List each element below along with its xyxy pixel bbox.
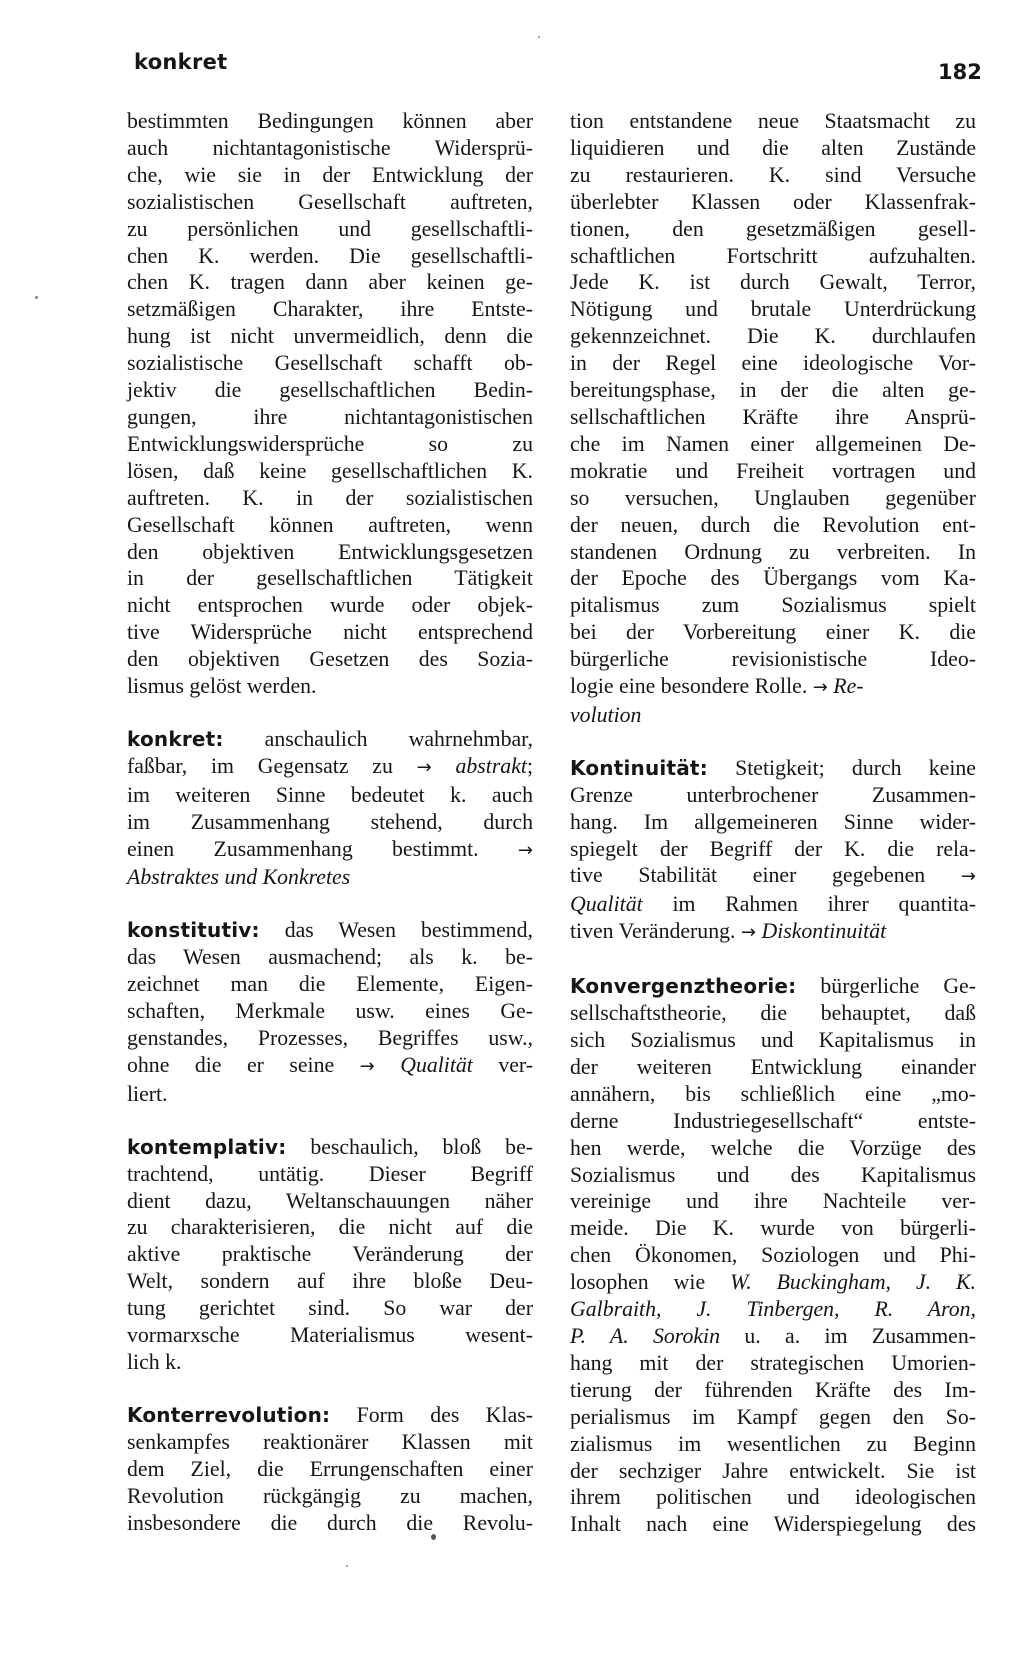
entry-text: Form des Klas-	[330, 1402, 533, 1427]
entry-text: anschaulich wahrnehmbar,	[223, 726, 533, 751]
entry-text: das Wesen bestimmend,	[259, 918, 533, 943]
entry-term: Kontinuität:	[570, 755, 708, 780]
entry-term: Konvergenztheorie:	[570, 974, 797, 999]
body-text-line: überlebter Klassen oder Klassenfrak-	[570, 189, 976, 214]
entry-text: beschaulich, bloß be-	[286, 1134, 533, 1159]
entry-text: im weiteren Sinne bedeutet k. auch	[127, 782, 533, 807]
left-continuation-paragraph	[127, 108, 533, 700]
entry-text: hen werde, welche die Vorzüge des	[570, 1135, 976, 1160]
cross-reference-arrow-icon: →	[359, 1055, 375, 1077]
cross-reference-arrow-icon: →	[517, 839, 534, 861]
entry-text: meide. Die K. wurde von bürgerli-	[570, 1216, 976, 1241]
entry-text: sich Sozialismus und Kapitalismus in	[570, 1028, 976, 1052]
body-text-line: so versuchen, Unglauben gegenüber	[570, 485, 976, 510]
entry-text: logie eine besondere Rolle.	[570, 674, 813, 699]
scan-speck	[431, 1534, 436, 1540]
entry-text: tiven Veränderung.	[570, 919, 741, 944]
entry-text: zeichnet man die Elemente, Eigen-	[127, 972, 533, 997]
entry-text: tung gerichtet sind. So war der	[127, 1296, 533, 1321]
cross-reference-link[interactable]: volution	[570, 702, 642, 727]
cross-reference-link[interactable]: Abstraktes und Konkretes	[127, 865, 351, 890]
body-text-line: jektiv die gesellschaftlichen Bedin-	[127, 378, 533, 403]
entry-text: hang mit der strategischen Umorien-	[570, 1350, 976, 1375]
body-text-line: der Epoche des Übergangs vom Ka-	[570, 566, 976, 591]
entry-text: ver-	[472, 1052, 534, 1077]
body-text-line: zu persönlichen und gesellschaftli-	[127, 216, 533, 241]
body-text-line: den objektiven Gesetzen des Sozia-	[127, 647, 533, 672]
left-column	[127, 108, 533, 1562]
body-text-line: tion entstandene neue Staatsmacht zu	[570, 109, 976, 133]
body-text-line: zu restaurieren. K. sind Versuche	[570, 162, 976, 187]
running-head: konkret	[134, 50, 228, 74]
right-column	[570, 108, 976, 1564]
body-text-line: gekennzeichnet. Die K. durchlaufen	[570, 324, 976, 349]
entry-text: derne Industriegesellschaft“ entste-	[570, 1108, 976, 1133]
cross-reference-link[interactable]: Qualität	[400, 1052, 473, 1077]
body-text-line: che, wie sie in der Entwicklung der	[127, 162, 533, 187]
entry-konkret	[127, 726, 533, 891]
entry-kontinuitaet	[570, 755, 976, 947]
entry-text: Welt, sondern auf ihre bloße Deu-	[127, 1269, 533, 1294]
body-text-line: che im Namen einer allgemeinen De-	[570, 431, 976, 456]
entry-konterrevolution	[127, 1402, 533, 1537]
body-text-line: Entwicklungswidersprüche so zu	[127, 431, 533, 456]
body-text-line: tionen, den gesetzmäßigen gesell-	[570, 216, 976, 241]
entry-text: lich k.	[127, 1349, 182, 1374]
entry-text: chen Ökonomen, Soziologen und Phi-	[570, 1243, 976, 1268]
entry-text: Grenze unterbrochener Zusammen-	[570, 782, 976, 807]
body-text-line: Gesellschaft können auftreten, wenn	[127, 512, 533, 537]
entry-text: einen Zusammenhang bestimmt.	[127, 836, 479, 861]
entry-text: Inhalt nach eine Widerspiegelung des	[570, 1512, 976, 1537]
entry-term: konstitutiv:	[127, 918, 260, 943]
entry-text: im Rahmen ihrer quantita-	[642, 892, 976, 917]
entry-text: vormarxsche Materialismus wesent-	[127, 1323, 533, 1348]
body-text-line: in der gesellschaftlichen Tätigkeit	[127, 566, 533, 591]
entry-text: tierung der führenden Kräfte des Im-	[570, 1377, 976, 1402]
entry-text: spiegelt der Begriff der K. die rela-	[570, 836, 976, 861]
entry-text: hang. Im allgemeineren Sinne wider-	[570, 809, 976, 834]
entry-text: zialismus im wesentlichen zu Beginn	[570, 1431, 976, 1456]
cross-reference-link[interactable]: Qualität	[570, 892, 643, 917]
entry-text: der sechziger Jahre entwickelt. Sie ist	[570, 1458, 976, 1483]
cross-reference-link[interactable]: abstrakt	[455, 753, 527, 778]
scan-speck	[538, 36, 540, 38]
entry-konvergenztheorie	[570, 973, 976, 1538]
entry-text: dem Ziel, die Errungenschaften einer	[127, 1456, 533, 1481]
body-text-line: Jede K. ist durch Gewalt, Terror,	[570, 270, 976, 295]
entry-text: annähern, bis schließlich eine „mo-	[570, 1081, 976, 1106]
cross-reference-link[interactable]: Re-	[833, 674, 864, 699]
entry-text: senkampfes reaktionärer Klassen mit	[127, 1429, 533, 1454]
entry-text: ihrem politischen und ideologischen	[570, 1485, 976, 1510]
cross-reference-arrow-icon: →	[960, 866, 976, 888]
entry-term: konkret:	[127, 726, 224, 751]
entry-text: schaften, Merkmale usw. eines Ge-	[127, 999, 533, 1024]
entry-text: u. a. im Zusammen-	[720, 1323, 976, 1348]
person-names: Galbraith, J. Tinbergen, R. Aron,	[570, 1297, 976, 1322]
body-text-line: in der Regel eine ideologische Vor-	[570, 351, 976, 376]
entry-kontemplativ	[127, 1134, 533, 1376]
scan-speck	[346, 1565, 348, 1567]
body-text-line: sozialistischen Gesellschaft auftreten,	[127, 189, 533, 214]
entry-text: dient dazu, Weltanschauungen näher	[127, 1188, 533, 1213]
entry-text: ohne die er seine	[127, 1052, 360, 1077]
body-text-line: auftreten. K. in der sozialistischen	[127, 485, 533, 510]
entry-text: bürgerliche Ge-	[796, 974, 976, 999]
page-number: 182	[938, 60, 982, 84]
body-text-line: nicht entsprochen wurde oder objek-	[127, 593, 533, 618]
body-text-line: bereitungsphase, in der die alten ge-	[570, 378, 976, 403]
entry-text: der weiteren Entwicklung einander	[570, 1054, 976, 1079]
body-text-line: tive Widersprüche nicht entsprechend	[127, 620, 533, 645]
body-text-line: chen K. werden. Die gesellschaftli-	[127, 243, 533, 268]
person-names: P. A. Sorokin	[570, 1323, 721, 1348]
entry-text: sellschaftstheorie, die behauptet, daß	[570, 1001, 976, 1026]
entry-term: kontemplativ:	[127, 1134, 287, 1159]
entry-text: Stetigkeit; durch keine	[707, 755, 976, 780]
body-text-line: lösen, daß keine gesellschaftlichen K.	[127, 458, 533, 483]
body-text-line: standenen Ordnung zu verbreiten. In	[570, 539, 976, 564]
body-text-line: liquidieren und die alten Zustände	[570, 135, 976, 160]
entry-text: das Wesen ausmachend; als k. be-	[127, 945, 533, 970]
body-text-line: sellschaftlichen Kräfte ihre Ansprü-	[570, 404, 976, 429]
body-text-line: den objektiven Entwicklungsgesetzen	[127, 539, 533, 564]
entry-text: faßbar, im Gegensatz zu	[127, 753, 417, 778]
entry-text: trachtend, untätig. Dieser Begriff	[127, 1161, 533, 1186]
entry-text: ;	[526, 753, 533, 778]
body-text-line: bürgerliche revisionistische Ideo-	[570, 647, 976, 672]
body-text-line: lismus gelöst werden.	[127, 674, 317, 699]
cross-reference-link[interactable]: Diskontinuität	[761, 919, 887, 944]
entry-konstitutiv	[127, 917, 533, 1107]
body-text-line: chen K. tragen dann aber keinen ge-	[127, 270, 533, 295]
body-text-line: bestimmten Bedingungen können aber	[127, 109, 533, 133]
entry-text: zu charakterisieren, die nicht auf die	[127, 1215, 533, 1240]
cross-reference-arrow-icon: →	[740, 922, 756, 944]
entry-text: Revolution rückgängig zu machen,	[127, 1483, 533, 1508]
body-text-line: der neuen, durch die Revolution ent-	[570, 512, 976, 537]
entry-text: im Zusammenhang stehend, durch	[127, 809, 533, 834]
body-text-line: setzmäßigen Charakter, ihre Entste-	[127, 297, 533, 322]
body-text-line: sozialistische Gesellschaft schafft ob-	[127, 351, 533, 376]
cross-reference-arrow-icon: →	[812, 677, 828, 699]
body-text-line: schaftlichen Fortschritt aufzuhalten.	[570, 243, 976, 268]
entry-text: genstandes, Prozesses, Begriffes usw.,	[127, 1026, 533, 1050]
entry-text: vereinige und ihre Nachteile ver-	[570, 1189, 976, 1214]
entry-text: perialismus im Kampf gegen den So-	[570, 1404, 976, 1429]
body-text-line: mokratie und Freiheit vortragen und	[570, 458, 976, 483]
body-text-line: hung ist nicht unvermeidlich, denn die	[127, 324, 533, 349]
entry-text: liert.	[127, 1081, 168, 1106]
right-continuation-paragraph	[570, 108, 976, 729]
body-text-line: bei der Vorbereitung einer K. die	[570, 620, 976, 645]
body-text-line: auch nichtantagonistische Widersprü-	[127, 135, 533, 160]
body-text-line: gungen, ihre nichtantagonistischen	[127, 404, 533, 429]
cross-reference-arrow-icon: →	[416, 756, 432, 778]
entry-text: Sozialismus und des Kapitalismus	[570, 1162, 976, 1187]
entry-text: losophen wie	[570, 1270, 731, 1295]
entry-term: Konterrevolution:	[127, 1402, 331, 1427]
entry-text: insbesondere die durch die Revolu-	[127, 1510, 533, 1535]
body-text-line: pitalismus zum Sozialismus spielt	[570, 593, 976, 618]
scan-speck	[35, 296, 38, 299]
entry-text: aktive praktische Veränderung der	[127, 1242, 533, 1267]
body-text-line: Nötigung und brutale Unterdrückung	[570, 297, 976, 322]
entry-text: tive Stabilität einer gegebenen	[570, 863, 926, 888]
person-names: W. Buckingham, J. K.	[730, 1270, 977, 1295]
